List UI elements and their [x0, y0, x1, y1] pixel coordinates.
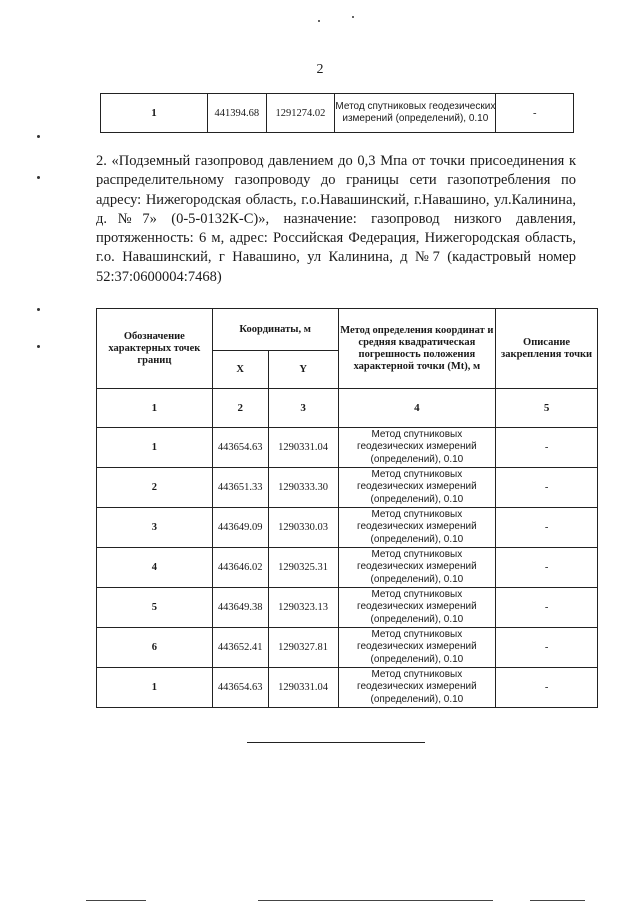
column-number-row	[97, 389, 598, 428]
header-coordinates: Координаты, м	[212, 309, 338, 351]
header-y: Y	[268, 351, 338, 389]
description-cell: -	[496, 428, 598, 468]
method-cell: Метод спутниковых геодезических измерений (определений), 0.10	[338, 668, 496, 708]
column-number: 5	[496, 389, 598, 428]
y-cell: 1290331.04	[268, 668, 338, 708]
y-cell: 1290331.04	[268, 428, 338, 468]
header-x: X	[212, 351, 268, 389]
method-cell: Метод спутниковых геодезических измерений (определений), 0.10	[338, 548, 496, 588]
method-cell: Метод спутниковых геодезических измерений (определений), 0.10	[338, 628, 496, 668]
table-row	[97, 628, 598, 668]
scan-speck	[37, 308, 40, 311]
y-cell: 1291274.02	[266, 94, 335, 133]
description-cell: -	[496, 468, 598, 508]
scan-edge-line	[86, 900, 146, 901]
scan-edge-line	[530, 900, 585, 901]
method-cell: Метод спутниковых геодезических измерений (определений), 0.10	[338, 428, 496, 468]
method-cell: Метод спутниковых геодезических измерений (определений), 0.10	[338, 508, 496, 548]
x-cell: 443646.02	[212, 548, 268, 588]
table-row	[97, 508, 598, 548]
description-cell: -	[496, 508, 598, 548]
end-rule	[247, 742, 425, 743]
header-points: Обозначение характерных точек границ	[97, 309, 213, 389]
description-cell: -	[496, 588, 598, 628]
column-number: 2	[212, 389, 268, 428]
x-cell: 443651.33	[212, 468, 268, 508]
x-cell: 443649.09	[212, 508, 268, 548]
description-cell: -	[496, 548, 598, 588]
table-row	[97, 468, 598, 508]
point-cell: 4	[97, 548, 213, 588]
scan-speck	[37, 135, 40, 138]
x-cell: 441394.68	[207, 94, 266, 133]
point-cell: 2	[97, 468, 213, 508]
description-cell: -	[496, 628, 598, 668]
coordinates-table	[96, 308, 598, 708]
description-cell: -	[496, 94, 574, 133]
table-row	[101, 94, 574, 133]
scan-speck	[37, 345, 40, 348]
scan-speck	[318, 20, 320, 22]
scan-speck	[37, 176, 40, 179]
scan-speck	[352, 16, 354, 18]
table-row	[97, 588, 598, 628]
point-cell: 6	[97, 628, 213, 668]
table-row	[97, 548, 598, 588]
y-cell: 1290333.30	[268, 468, 338, 508]
x-cell: 443654.63	[212, 428, 268, 468]
x-cell: 443654.63	[212, 668, 268, 708]
y-cell: 1290327.81	[268, 628, 338, 668]
column-number: 3	[268, 389, 338, 428]
y-cell: 1290330.03	[268, 508, 338, 548]
x-cell: 443652.41	[212, 628, 268, 668]
table-row	[97, 428, 598, 468]
point-cell: 1	[101, 94, 208, 133]
method-cell: Метод спутниковых геодезических измерений (определений), 0.10	[338, 588, 496, 628]
scan-edge-line	[258, 900, 493, 901]
column-number: 1	[97, 389, 213, 428]
y-cell: 1290323.13	[268, 588, 338, 628]
table-row	[97, 668, 598, 708]
point-cell: 3	[97, 508, 213, 548]
object-description-paragraph: 2. «Подземный газопровод давлением до 0,3 Мпа от точки присоединения к распределительному газопроводу до границы сети газопотребления по адресу: Нижегородская область, г.о.Навашинский, г.Навашино, ул.Калинина, д.№7» (0-5-0132К-С)», назначение: газопровод низкого давления, протяженность: 6 м, адрес: Российская Федерация, Нижегородская область, г.о. Навашинский, г Навашино, ул Калинина, д №7 (кадастровый номер 52:37:0600004:7468)	[96, 153, 576, 285]
method-cell: Метод спутниковых геодезических измерений (определений), 0.10	[335, 94, 496, 133]
header-method: Метод определения координат и средняя квадратическая погрешность положения характерной точки (Mt), м	[338, 309, 496, 389]
method-cell: Метод спутниковых геодезических измерений (определений), 0.10	[338, 468, 496, 508]
header-row	[97, 309, 598, 351]
top-coordinates-table	[100, 93, 574, 133]
description-cell: -	[496, 668, 598, 708]
page-number: 2	[316, 62, 324, 77]
column-number: 4	[338, 389, 496, 428]
point-cell: 1	[97, 428, 213, 468]
point-cell: 5	[97, 588, 213, 628]
x-cell: 443649.38	[212, 588, 268, 628]
point-cell: 1	[97, 668, 213, 708]
y-cell: 1290325.31	[268, 548, 338, 588]
header-description: Описание закрепления точки	[496, 309, 598, 389]
